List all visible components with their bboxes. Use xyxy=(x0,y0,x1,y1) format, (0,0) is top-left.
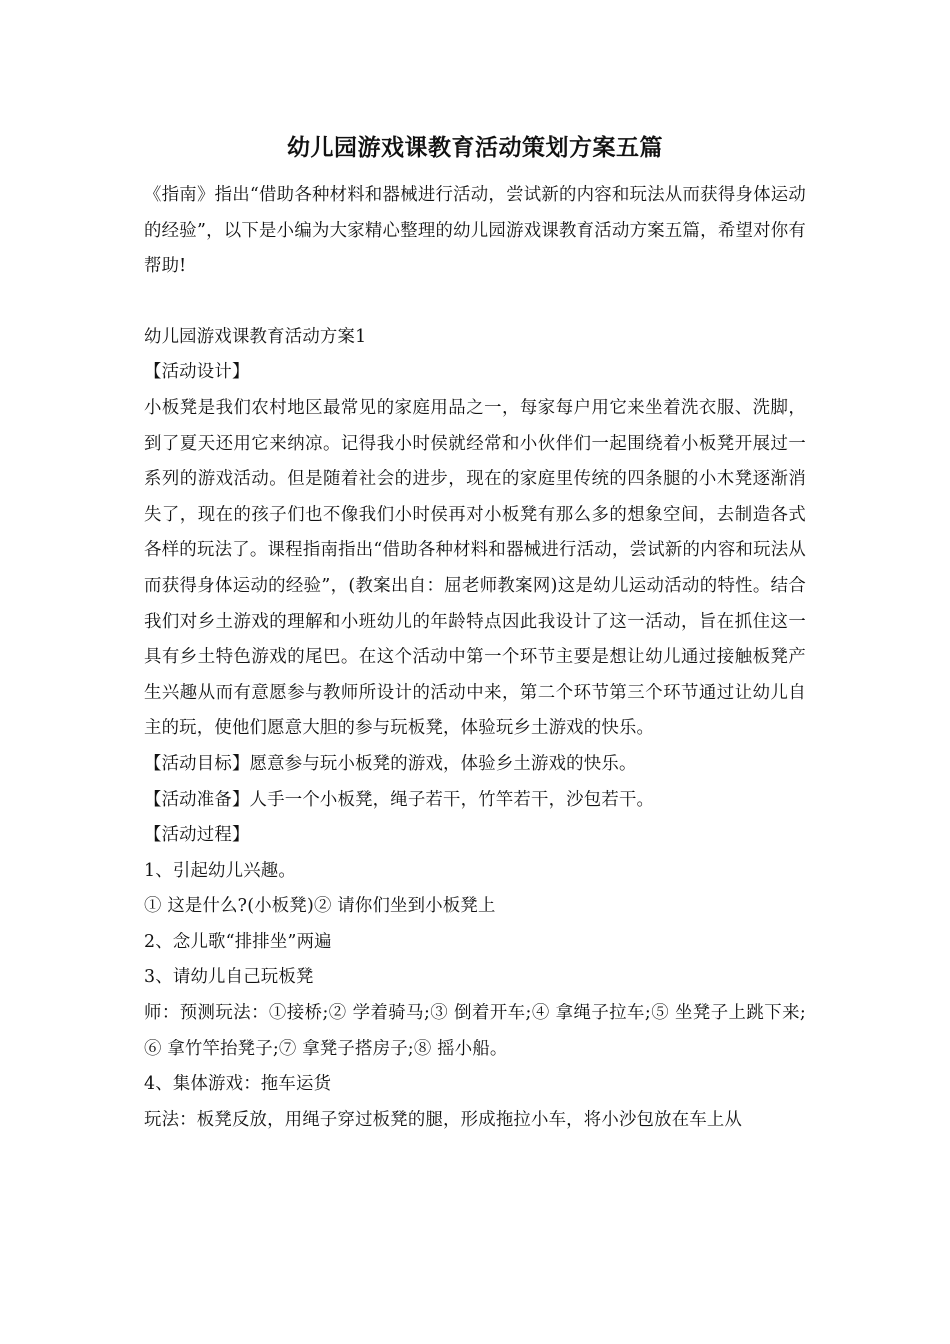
step-1: 1、引起幼儿兴趣。 xyxy=(144,860,296,881)
section-heading: 幼儿园游戏课教育活动方案1 xyxy=(144,326,367,347)
step-4: 4、集体游戏：拖车运货 xyxy=(144,1074,332,1095)
design-paragraph: 小板凳是我们农村地区最常见的家庭用品之一，每家每户用它来坐着洗衣服、洗脚，到了夏天还用它来纳凉。记得我小时侯就经常和小伙伴们一起围绕着小板凳开展过一系列的游戏活动。但是随着社会的进步，现在的家庭里传统的四条腿的小木凳逐渐消失了，现在的孩子们也不像我们小时侯再对小板凳有那么多的想象空间，去制造各式各样的玩法了。课程指南指出“借助各种材料和器械进行活动，尝试新的内容和玩法从而获得身体运动的经验”，(教案出自：屈老师教案网)这是幼儿运动活动的特性。结合我们对乡土游戏的理解和小班幼儿的年龄特点因此我设计了这一活动，旨在抓住这一具有乡土特色游戏的尾巴。在这个活动中第一个环节主要是想让幼儿通过接触板凳产生兴趣从而有意愿参与教师所设计的活动中来，第二个环节第三个环节通过让幼儿自主的玩，使他们愿意大胆的参与玩板凳，体验玩乡土游戏的快乐。 xyxy=(144,397,806,739)
paragraph-gap xyxy=(144,285,806,320)
intro-paragraph: 《指南》指出“借助各种材料和器械进行活动，尝试新的内容和玩法从而获得身体运动的经验”，以下是小编为大家精心整理的幼儿园游戏课教育活动方案五篇，希望对你有帮助! xyxy=(144,185,806,277)
document-title: 幼儿园游戏课教育活动策划方案五篇 xyxy=(287,134,663,161)
process-heading: 【活动过程】 xyxy=(144,825,250,846)
document-page xyxy=(144,128,806,1138)
step-3-detail: 师：预测玩法：①接桥;② 学着骑马;③ 倒着开车;④ 拿绳子拉车;⑤ 坐凳子上跳下来;⑥ 拿竹竿抬凳子;⑦ 拿凳子搭房子;⑧ 摇小船。 xyxy=(144,1003,806,1059)
design-heading: 【活动设计】 xyxy=(144,362,250,383)
goal-paragraph: 【活动目标】愿意参与玩小板凳的游戏，体验乡土游戏的快乐。 xyxy=(144,753,637,774)
prep-paragraph: 【活动准备】人手一个小板凳，绳子若干，竹竿若干，沙包若干。 xyxy=(144,789,655,810)
step-4-detail: 玩法：板凳反放，用绳子穿过板凳的腿，形成拖拉小车，将小沙包放在车上从 xyxy=(144,1109,743,1130)
step-1-detail: ① 这是什么?(小板凳)② 请你们坐到小板凳上 xyxy=(144,896,496,917)
step-3: 3、请幼儿自己玩板凳 xyxy=(144,967,314,988)
step-2: 2、念儿歌“排排坐”两遍 xyxy=(144,931,332,952)
